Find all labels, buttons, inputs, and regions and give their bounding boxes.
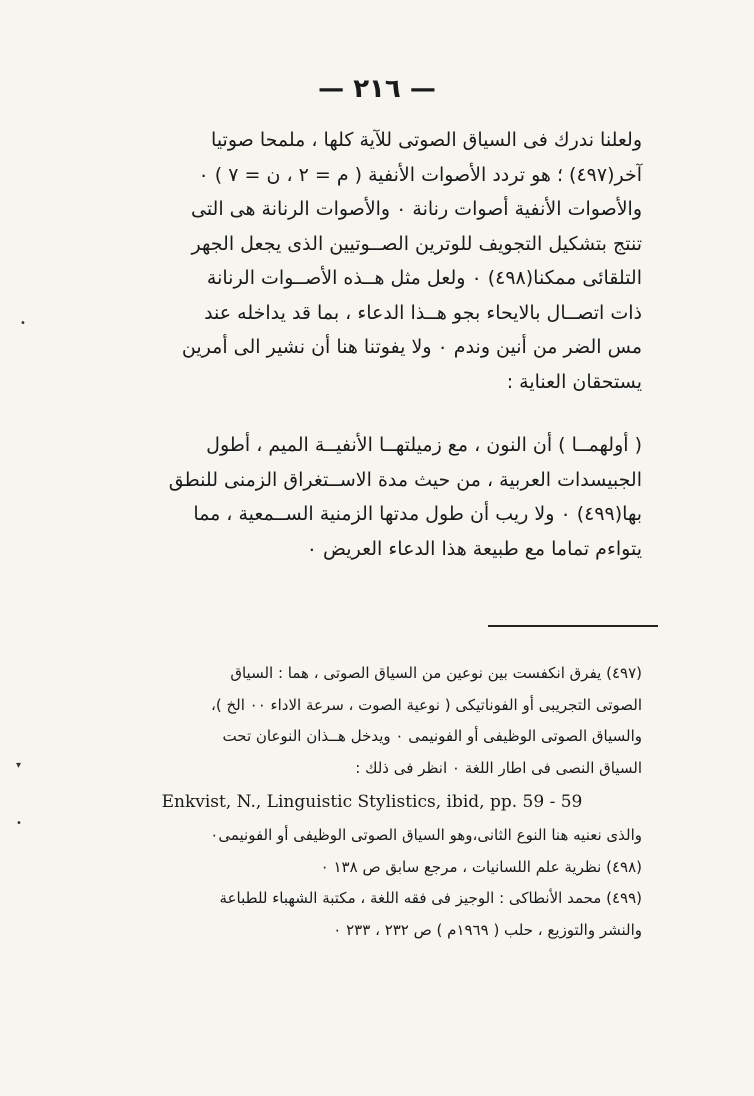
text-line: آخر(٤٩٧) ؛ هو تردد الأصوات الأنفية ( م = ٢ ، ن = ٧ ) ٠ xyxy=(198,163,642,186)
text-line: بها(٤٩٩) ٠ ولا ريب أن طول مدتها الزمنية الســمعية ، مما xyxy=(193,503,642,525)
footnote-499-line: (٤٩٩) محمد الأنطاكى : الوجيز فى فقه اللغة ، مكتبة الشهباء للطباعة xyxy=(219,889,642,907)
footnote-499-line: والنشر والتوزيع ، حلب ( ١٩٦٩م ) ص ٢٣٢ ، ٢٣٣ ٠ xyxy=(333,920,642,939)
margin-dot: ▾ xyxy=(16,760,22,771)
footnote-497-line: والسياق الصوتى الوظيفى أو الفونيمى ٠ ويدخل هــذان النوعان تحت xyxy=(222,727,642,745)
text-line: ( أولهمــا ) أن النون ، مع زميلتهــا الأنفيــة الميم ، أطول xyxy=(206,434,642,456)
text-line: يستحقان العناية : xyxy=(506,370,642,393)
text-line: الجبيسدات العربية ، من حيث مدة الاســتغراق الزمنى للنطق xyxy=(168,468,642,491)
latin-reference: Enkvist, N., Linguistic Stylistics, ibid, pp. 59 - 59 xyxy=(161,792,583,812)
text-line: والأصوات الأنفية أصوات رنانة ٠ والأصوات الرنانة هى التى xyxy=(190,198,642,220)
page-number: — ٢١٦ — xyxy=(318,74,436,104)
footnote-497-line: السياق النصى فى اطار اللغة ٠ انظر فى ذلك : xyxy=(355,758,642,777)
footnote-497-line: (٤٩٧) يفرق انكفست بين نوعين من السياق الصوتى ، هما : السياق xyxy=(230,664,642,682)
footnote-497-tail: والذى نعنيه هنا النوع الثانى،وهو السياق الصوتى الوظيفى أو الفونيمى٠ xyxy=(210,826,642,844)
margin-dot: • xyxy=(16,818,22,829)
footnote-498: (٤٩٨) نظرية علم اللسانيات ، مرجع سابق ص ١٣٨ ٠ xyxy=(320,857,642,876)
text-line: التلقائى ممكنا(٤٩٨) ٠ ولعل مثل هــذه الأصــوات الرنانة xyxy=(206,267,642,289)
text-line: تنتج بتشكيل التجويف للوترين الصــوتيين الذى يجعل الجهر xyxy=(191,232,642,255)
footnotes xyxy=(102,658,642,946)
text-line: يتواءم تماما مع طبيعة هذا الدعاء العريض ٠ xyxy=(306,537,642,560)
text-line: ذات اتصــال بالايحاء بجو هــذا الدعاء ، بما قد يداخله عند xyxy=(204,301,642,324)
margin-dot: • xyxy=(20,318,26,329)
footnote-separator xyxy=(488,625,658,627)
main-paragraph-1 xyxy=(108,123,642,399)
text-line: ولعلنا ندرك فى السياق الصوتى للآية كلها ، ملمحا صوتيا xyxy=(211,129,642,151)
footnote-497-line: الصوتى التجريبى أو الفوناتيكى ( نوعية الصوت ، سرعة الاداء ٠٠ الخ )، xyxy=(211,695,642,714)
text-line: مس الضر من أنين وندم ٠ ولا يفوتنا هنا أن نشير الى أمرين xyxy=(181,336,642,358)
main-paragraph-2 xyxy=(108,428,642,566)
